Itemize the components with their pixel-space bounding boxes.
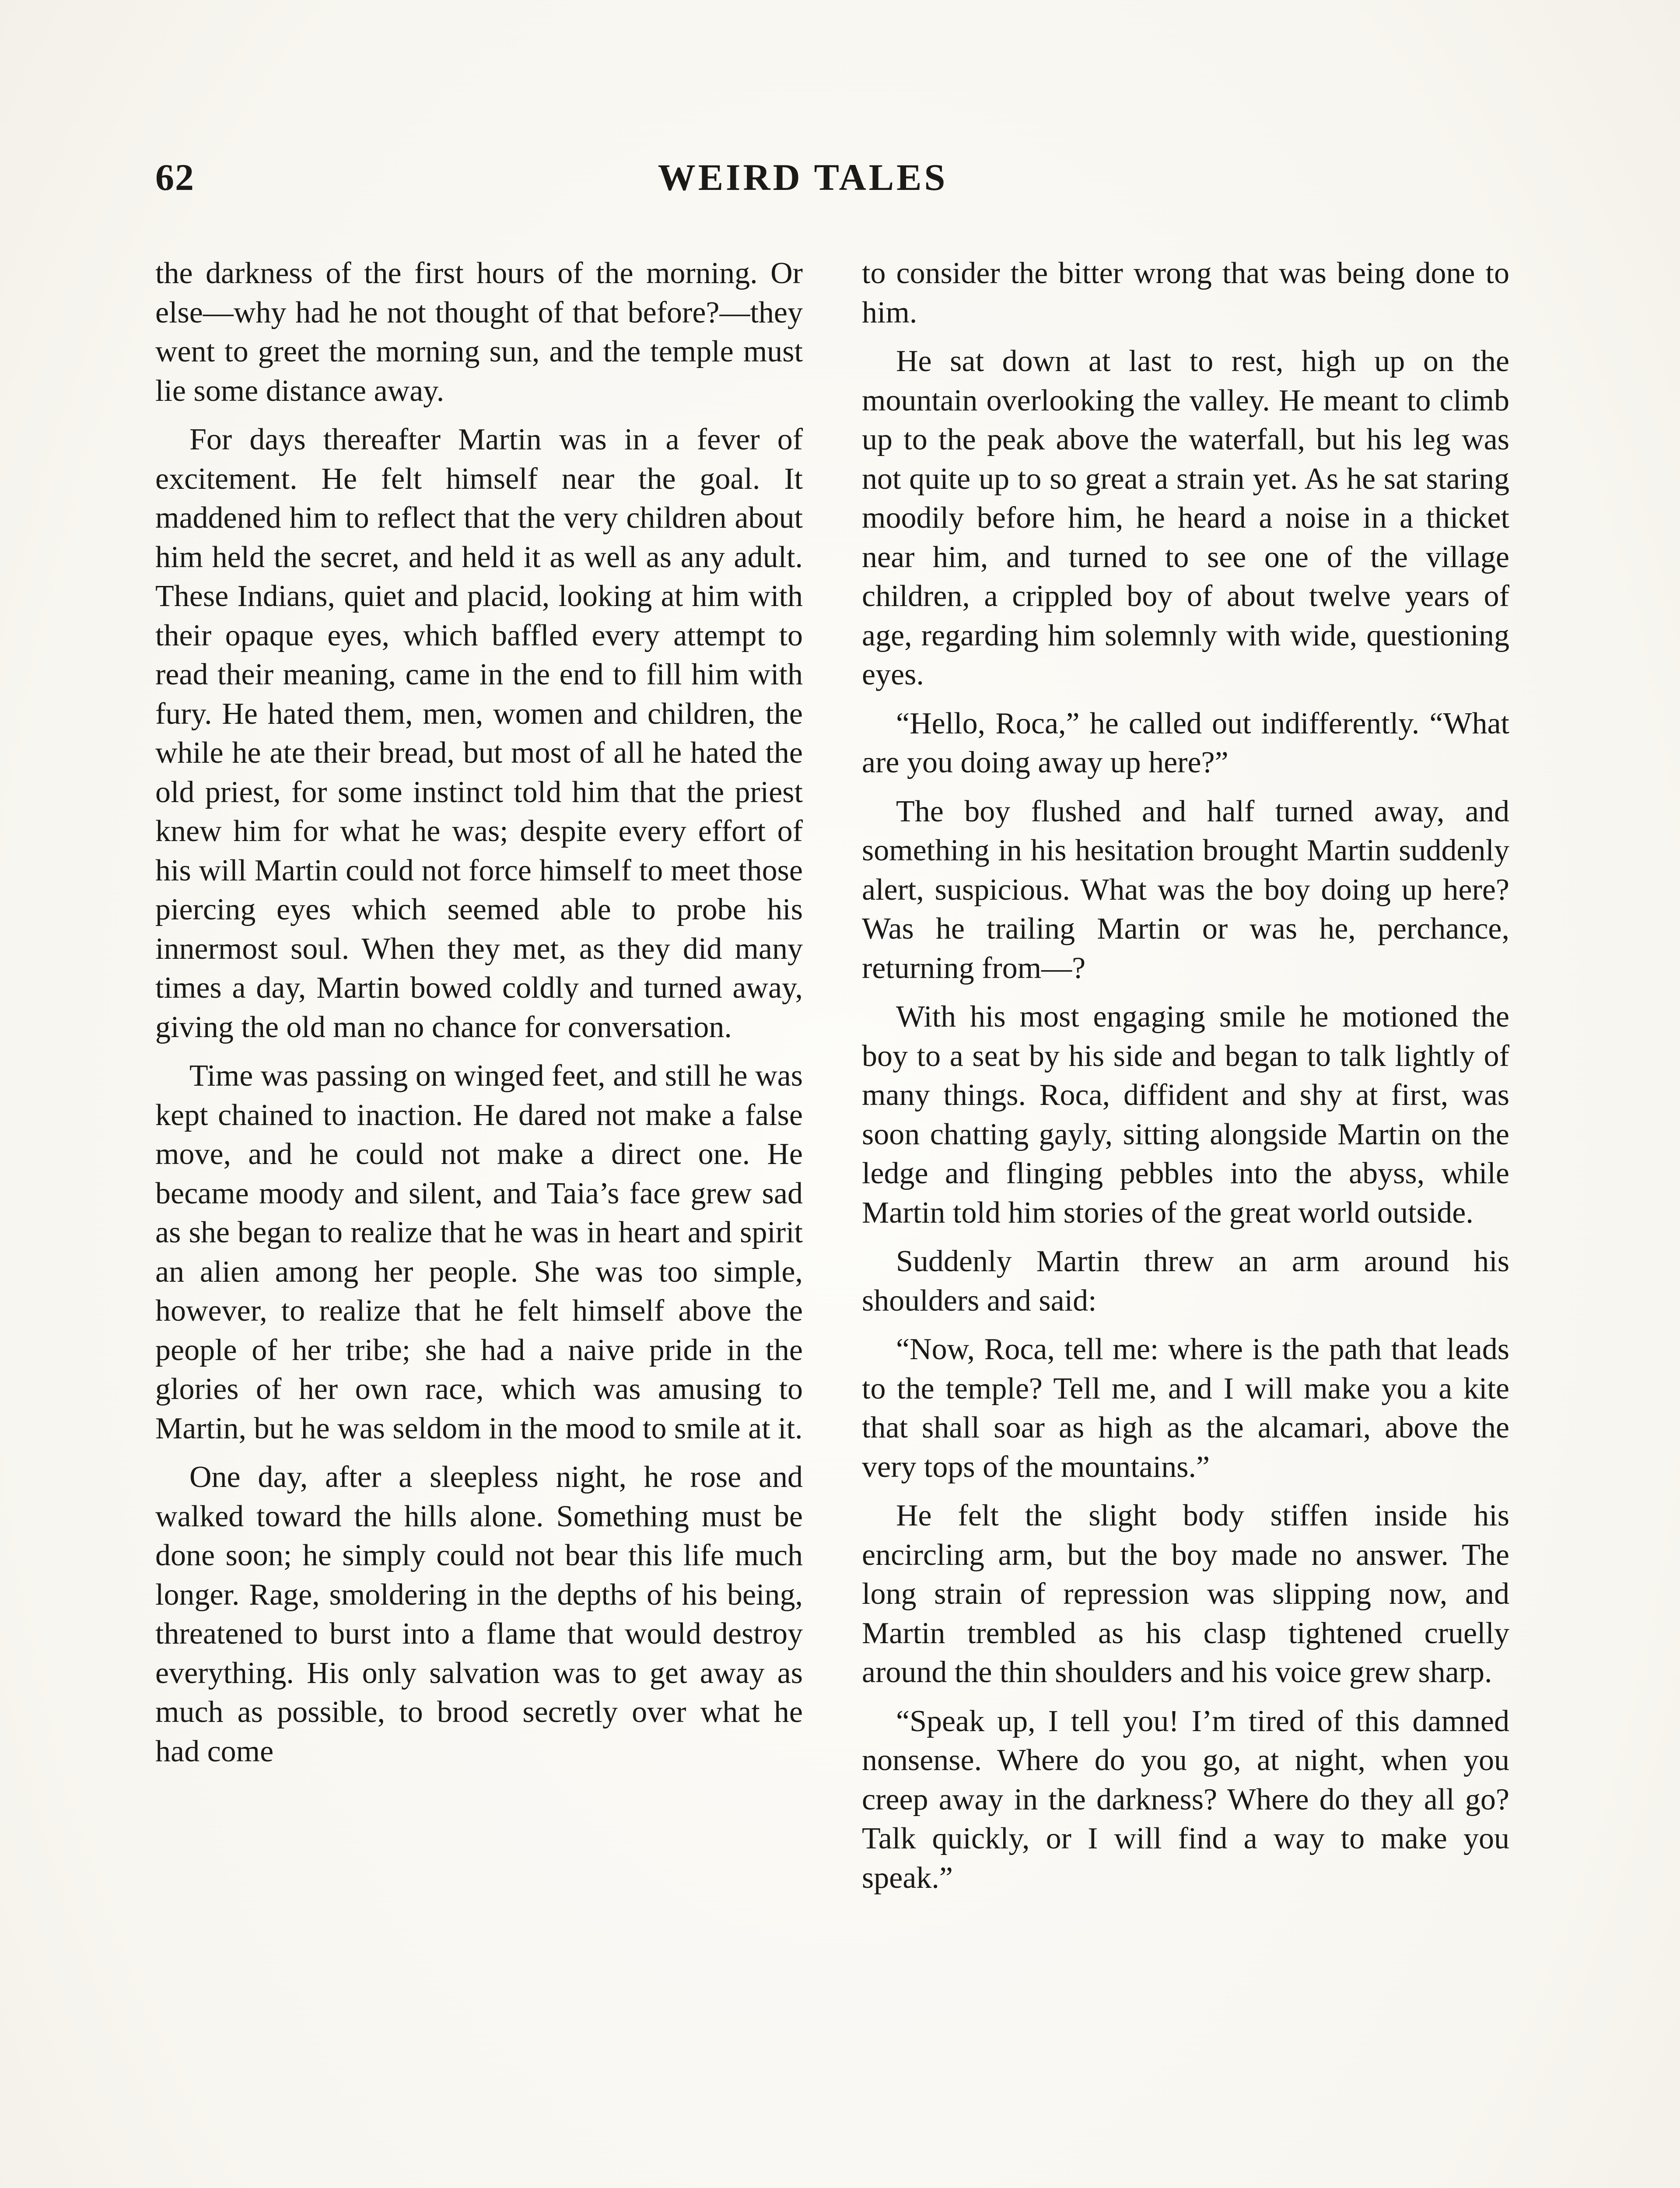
paragraph: to consider the bitter wrong that was being done to him.	[862, 256, 1509, 330]
paragraph: For days thereafter Martin was in a fever of excitement. He felt himself near the goal. It maddened him to reflect that the very children about him held the secret, and held it as well as any adult. These Indians, quiet and placid, looking at him with their opaque eyes, which baffled every attempt to read their meaning, came in the end to fill him with fury. He hated them, men, women and children, the while he ate their bread, but most of all he hated the old priest, for some instinct told him that the priest knew him for what he was; despite every effort of his will Martin could not force himself to meet those piercing eyes which seemed able to probe his innermost soul. When they met, as they did many times a day, Martin bowed coldly and turned away, giving the old man no chance for conversation.	[155, 423, 803, 1044]
paragraph: One day, after a sleepless night, he rose and walked toward the hills alone. Something must be done soon; he simply could not bear this life much longer. Rage, smoldering in the depths of his being, threatened to burst into a flame that would destroy everything. His only salvation was to get away as much as possible, to brood secretly over what he had come	[155, 1460, 803, 1768]
paragraph: With his most engaging smile he motioned the boy to a seat by his side and began to talk lightly of many things. Roca, diffident and shy at first, was soon chatting gayly, sitting alongside Martin on the ledge and flinging pebbles into the abyss, while Martin told him stories of the great world outside.	[862, 1000, 1509, 1230]
paragraph: the darkness of the first hours of the morning. Or else—why had he not thought of that before?—they went to greet the morning sun, and the temple must lie some distance away.	[155, 256, 803, 408]
paragraph: “Now, Roca, tell me: where is the path that leads to the temple? Tell me, and I will make you a kite that shall soar as high as the alcamari, above the very tops of the mountains.”	[862, 1332, 1509, 1484]
paragraph: He felt the slight body stiffen inside his encircling arm, but the boy made no answer. The long strain of repression was slipping now, and Martin trembled as his clasp tightened cruelly around the thin shoulders and his voice grew sharp.	[862, 1499, 1509, 1689]
right-column	[862, 254, 1509, 1897]
paragraph: “Speak up, I tell you! I’m tired of this damned nonsense. Where do you go, at night, when you creep away in the darkness? Where do they all go? Talk quickly, or I will find a way to make you speak.”	[862, 1704, 1509, 1895]
magazine-title: WEIRD TALES	[658, 156, 948, 198]
paragraph: Suddenly Martin threw an arm around his shoulders and said:	[862, 1245, 1509, 1318]
page-header	[155, 155, 1450, 212]
paragraph: “Hello, Roca,” he called out indifferently. “What are you doing away up here?”	[862, 706, 1509, 779]
paragraph: He sat down at last to rest, high up on the mountain overlooking the valley. He meant to climb up to the peak above the waterfall, but his leg was not quite up to so great a strain yet. As he sat staring moodily before him, he heard a noise in a thicket near him, and turned to see one of the village children, a crippled boy of about twelve years of age, regarding him solemnly with wide, questioning eyes.	[862, 344, 1509, 691]
left-column	[155, 254, 803, 1771]
paragraph: The boy flushed and half turned away, and something in his hesitation brought Martin suddenly alert, suspicious. What was the boy doing up here? Was he trailing Martin or was he, perchance, returning from—?	[862, 794, 1509, 985]
paragraph: Time was passing on winged feet, and still he was kept chained to inaction. He dared not make a false move, and he could not make a direct one. He became moody and silent, and Taia’s face grew sad as she began to realize that he was in heart and spirit an alien among her people. She was too simple, however, to realize that he felt himself above the people of her tribe; she had a naive pride in the glories of her own race, which was amusing to Martin, but he was seldom in the mood to smile at it.	[155, 1059, 803, 1445]
page-number: 62	[155, 156, 195, 198]
